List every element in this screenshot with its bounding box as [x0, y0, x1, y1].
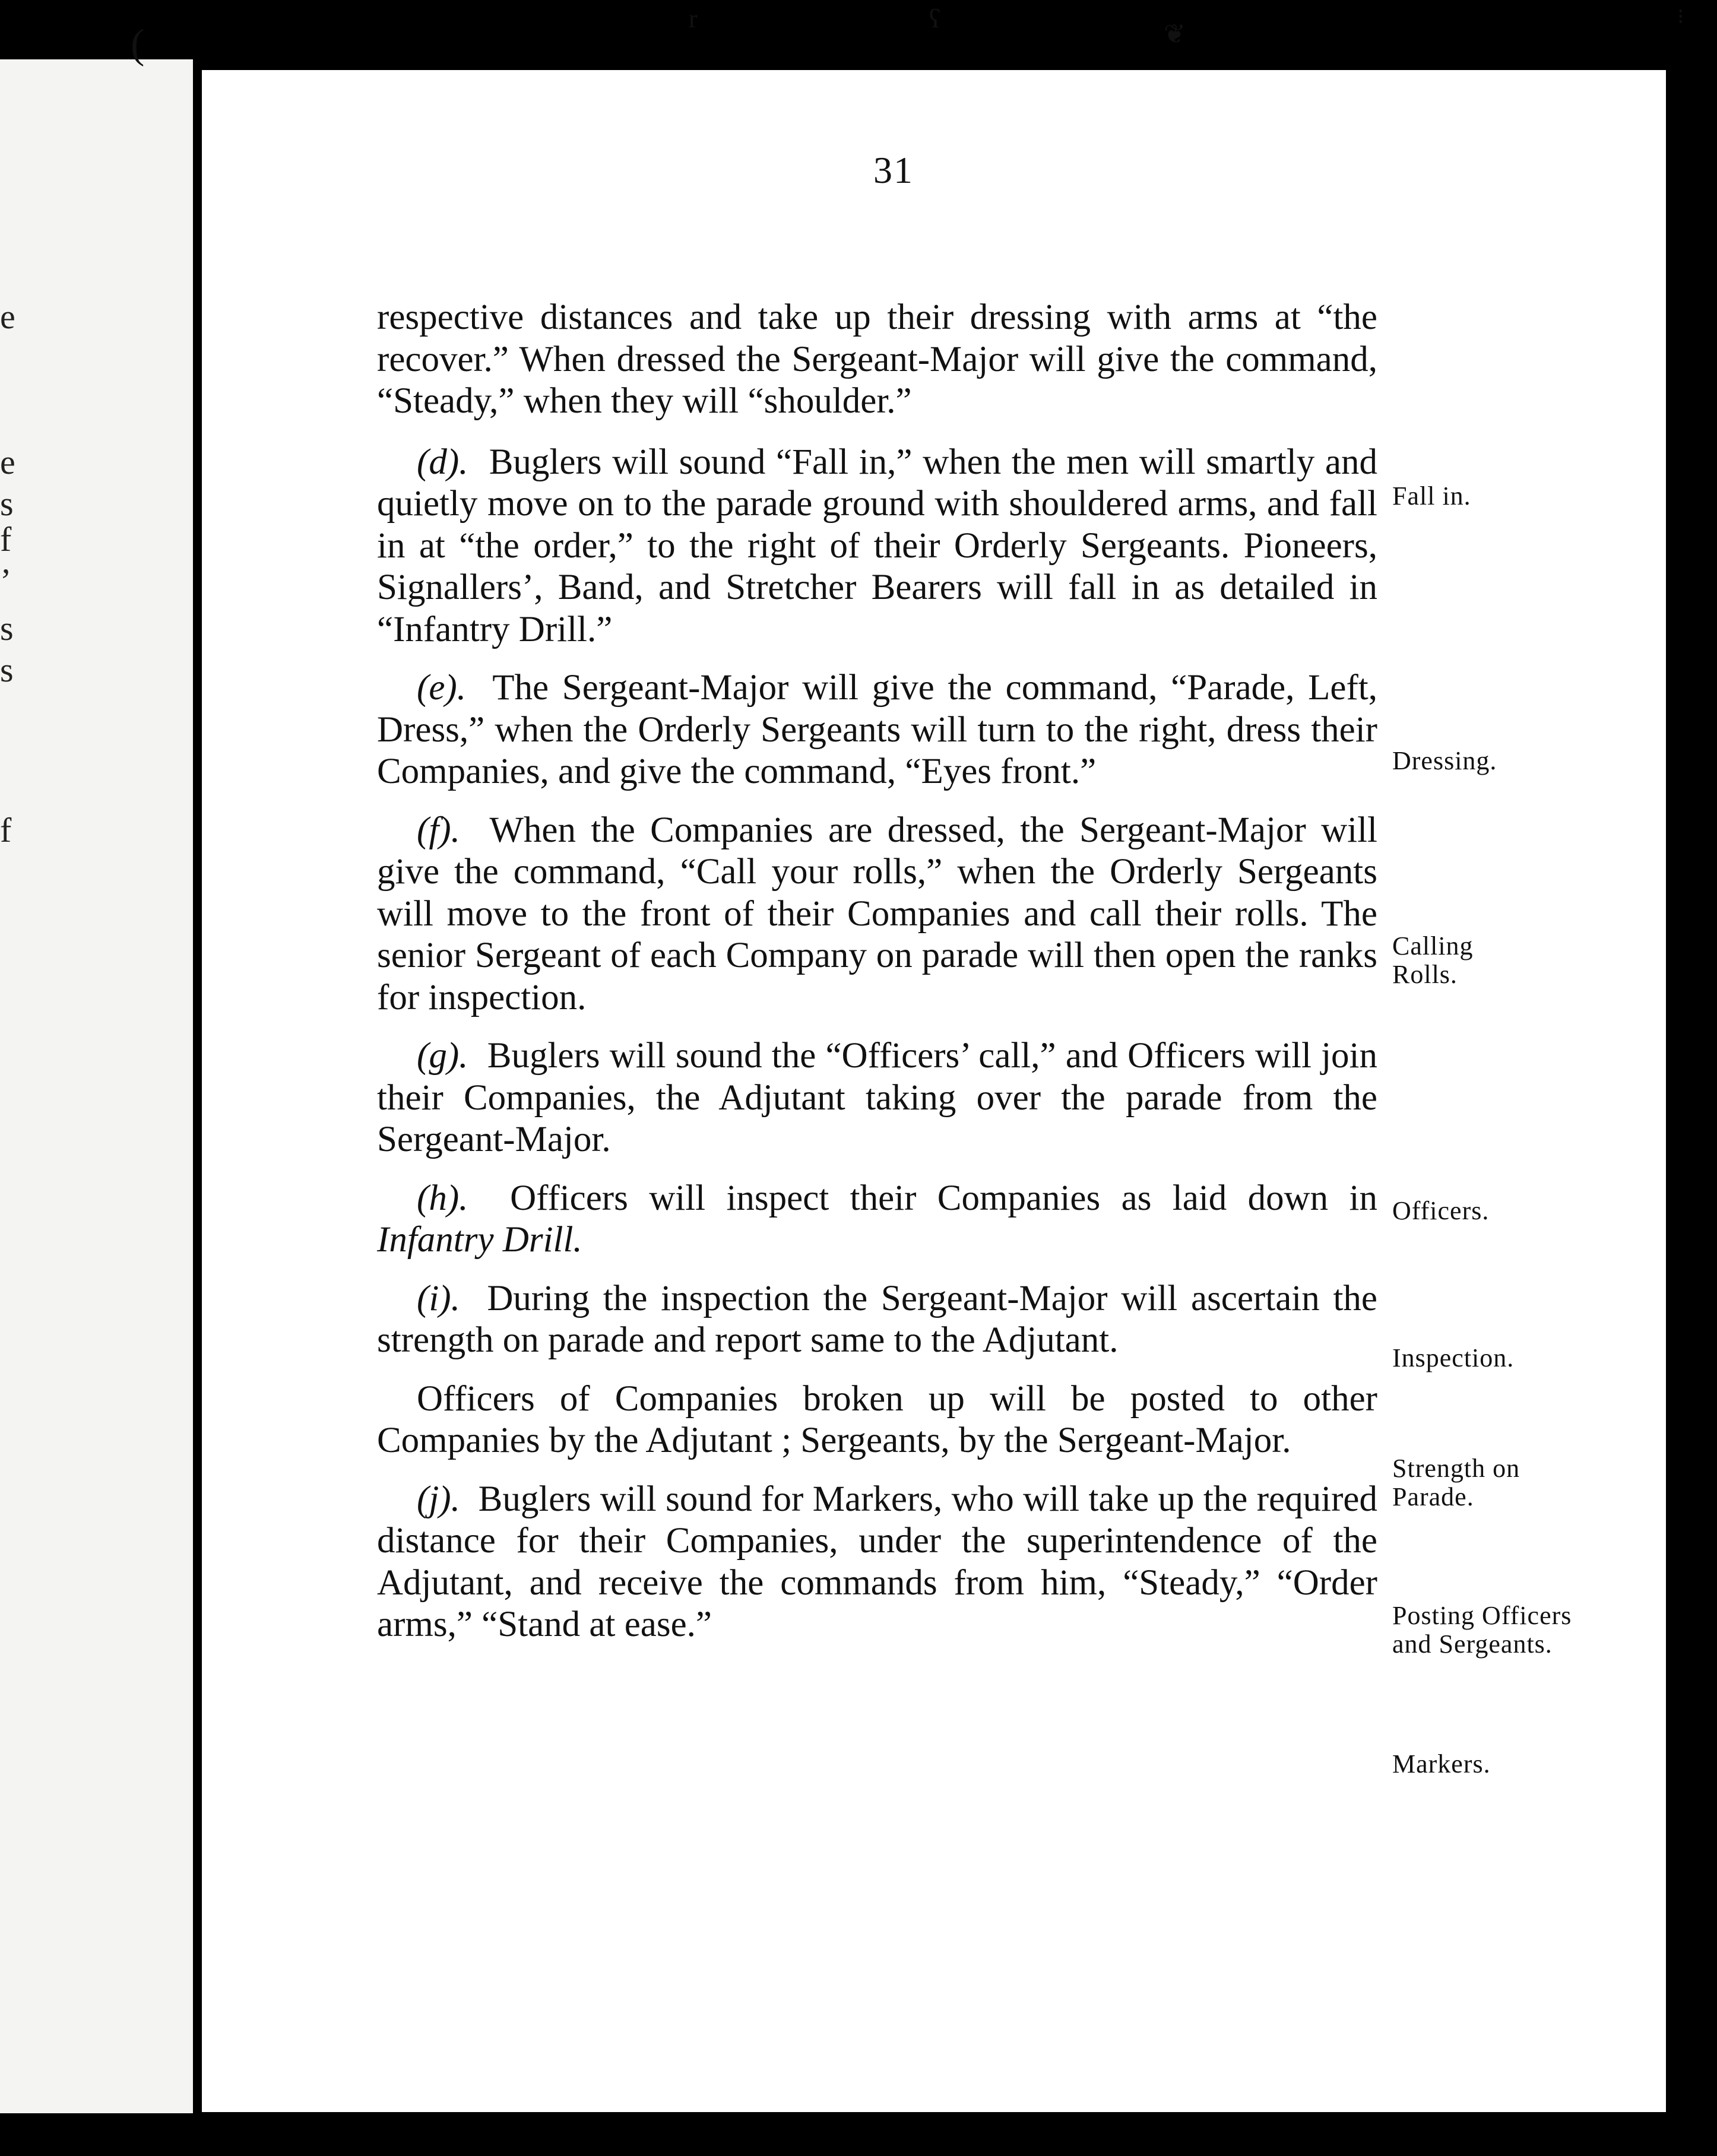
scan-speck: ⁝ — [1677, 5, 1684, 28]
margin-note-inspection: Inspection. — [1392, 1343, 1515, 1372]
continuation-paragraph: respective distances and take up their dressing with arms at “the recover.” When dressed the Sergeant-Major will give the command, “Steady,” when they will “shoulder.” — [377, 297, 1377, 421]
paragraph-label: (f). — [417, 810, 460, 850]
page-number: 31 — [873, 149, 914, 191]
paragraph-posting — [377, 1378, 1377, 1462]
margin-note-officers: Officers. — [1392, 1196, 1490, 1225]
page-body — [377, 297, 1377, 1663]
paragraph-label: (g). — [417, 1036, 468, 1076]
paragraph-e — [377, 667, 1377, 793]
scan-speck: r — [689, 4, 698, 33]
fragment-letter: e — [0, 297, 15, 336]
paragraph-f — [377, 810, 1377, 1019]
paragraph-g — [377, 1035, 1377, 1161]
fragment-letter: s — [0, 651, 14, 689]
scan-speck: ❦ — [1164, 20, 1186, 49]
facing-page-letter-fragments — [0, 59, 18, 2113]
paragraph-d — [377, 442, 1377, 651]
fragment-letter: e — [0, 443, 15, 481]
margin-note-markers: Markers. — [1392, 1749, 1491, 1778]
paragraph-label: (d). — [417, 442, 468, 482]
fragment-letter: f — [0, 520, 12, 559]
fragment-letter: s — [0, 609, 14, 648]
paragraph-text: Officers will inspect their Companies as laid down in — [510, 1178, 1377, 1218]
paragraph-text: During the inspection the Sergeant-Major will ascertain the strength on parade and report same to the Adjutant. — [377, 1278, 1378, 1360]
paragraph-text: Buglers will sound for Markers, who will take up the required distance for their Companies, under the superintendence of the Adjutant, and receive the commands from him, “Steady,” “Order arms,” “Stand at ease.” — [377, 1479, 1377, 1644]
paragraph-text: When the Companies are dressed, the Sergeant-Major will give the command, “Call your rolls,” when the Orderly Sergeants will move to the front of their Companies and call their rolls. The senior Sergeant of each Company on parade will then open the ranks for inspection. — [377, 810, 1377, 1017]
margin-note-dressing: Dressing. — [1392, 746, 1497, 775]
fragment-letter: s — [0, 484, 14, 523]
paragraph-text: Buglers will sound the “Officers’ call,” and Officers will join their Companies, the Adjutant taking over the parade from the Sergeant-Major. — [377, 1036, 1377, 1159]
scan-speck: ( — [131, 21, 145, 67]
paragraph-italic-text: Infantry Drill. — [377, 1220, 582, 1260]
paragraph-label: (i). — [417, 1278, 460, 1318]
paragraph-j — [377, 1479, 1377, 1646]
fragment-letter: f — [0, 811, 12, 849]
paragraph-text: Officers of Companies broken up will be posted to other Companies by the Adjutant ; Sergeants, by the Sergeant-Major. — [377, 1378, 1377, 1460]
paragraph-label: (e). — [417, 668, 466, 708]
margin-note-fall-in: Fall in. — [1392, 481, 1471, 511]
paragraph-i — [377, 1278, 1377, 1362]
facing-page-edge — [0, 59, 193, 2113]
paragraph-text: The Sergeant-Major will give the command, “Parade, Left, Dress,” when the Orderly Sergeants will turn to the right, dress their Companies, and give the command, “Eyes front.” — [377, 668, 1378, 791]
scan-speck: ʕ — [929, 4, 941, 33]
paragraph-text: Buglers will sound “Fall in,” when the men will smartly and quietly move on to the parade ground with shouldered arms, and fall in at “the order,” to the right of their Orderly Sergeants. Pioneers, Signallers’, Band, and Stretcher Bearers will fall in as detailed in “Infantry Drill.” — [377, 442, 1377, 649]
paragraph-label: (h). — [417, 1178, 468, 1218]
margin-note-calling-rolls: Calling Rolls. — [1392, 931, 1474, 989]
margin-note-strength-on-parade: Strength on Parade. — [1392, 1454, 1520, 1511]
margin-note-posting: Posting Officers and Sergeants. — [1392, 1601, 1572, 1659]
fragment-letter: ’ — [0, 562, 12, 600]
paragraph-h — [377, 1178, 1377, 1261]
paragraph-label: (j). — [417, 1479, 460, 1519]
